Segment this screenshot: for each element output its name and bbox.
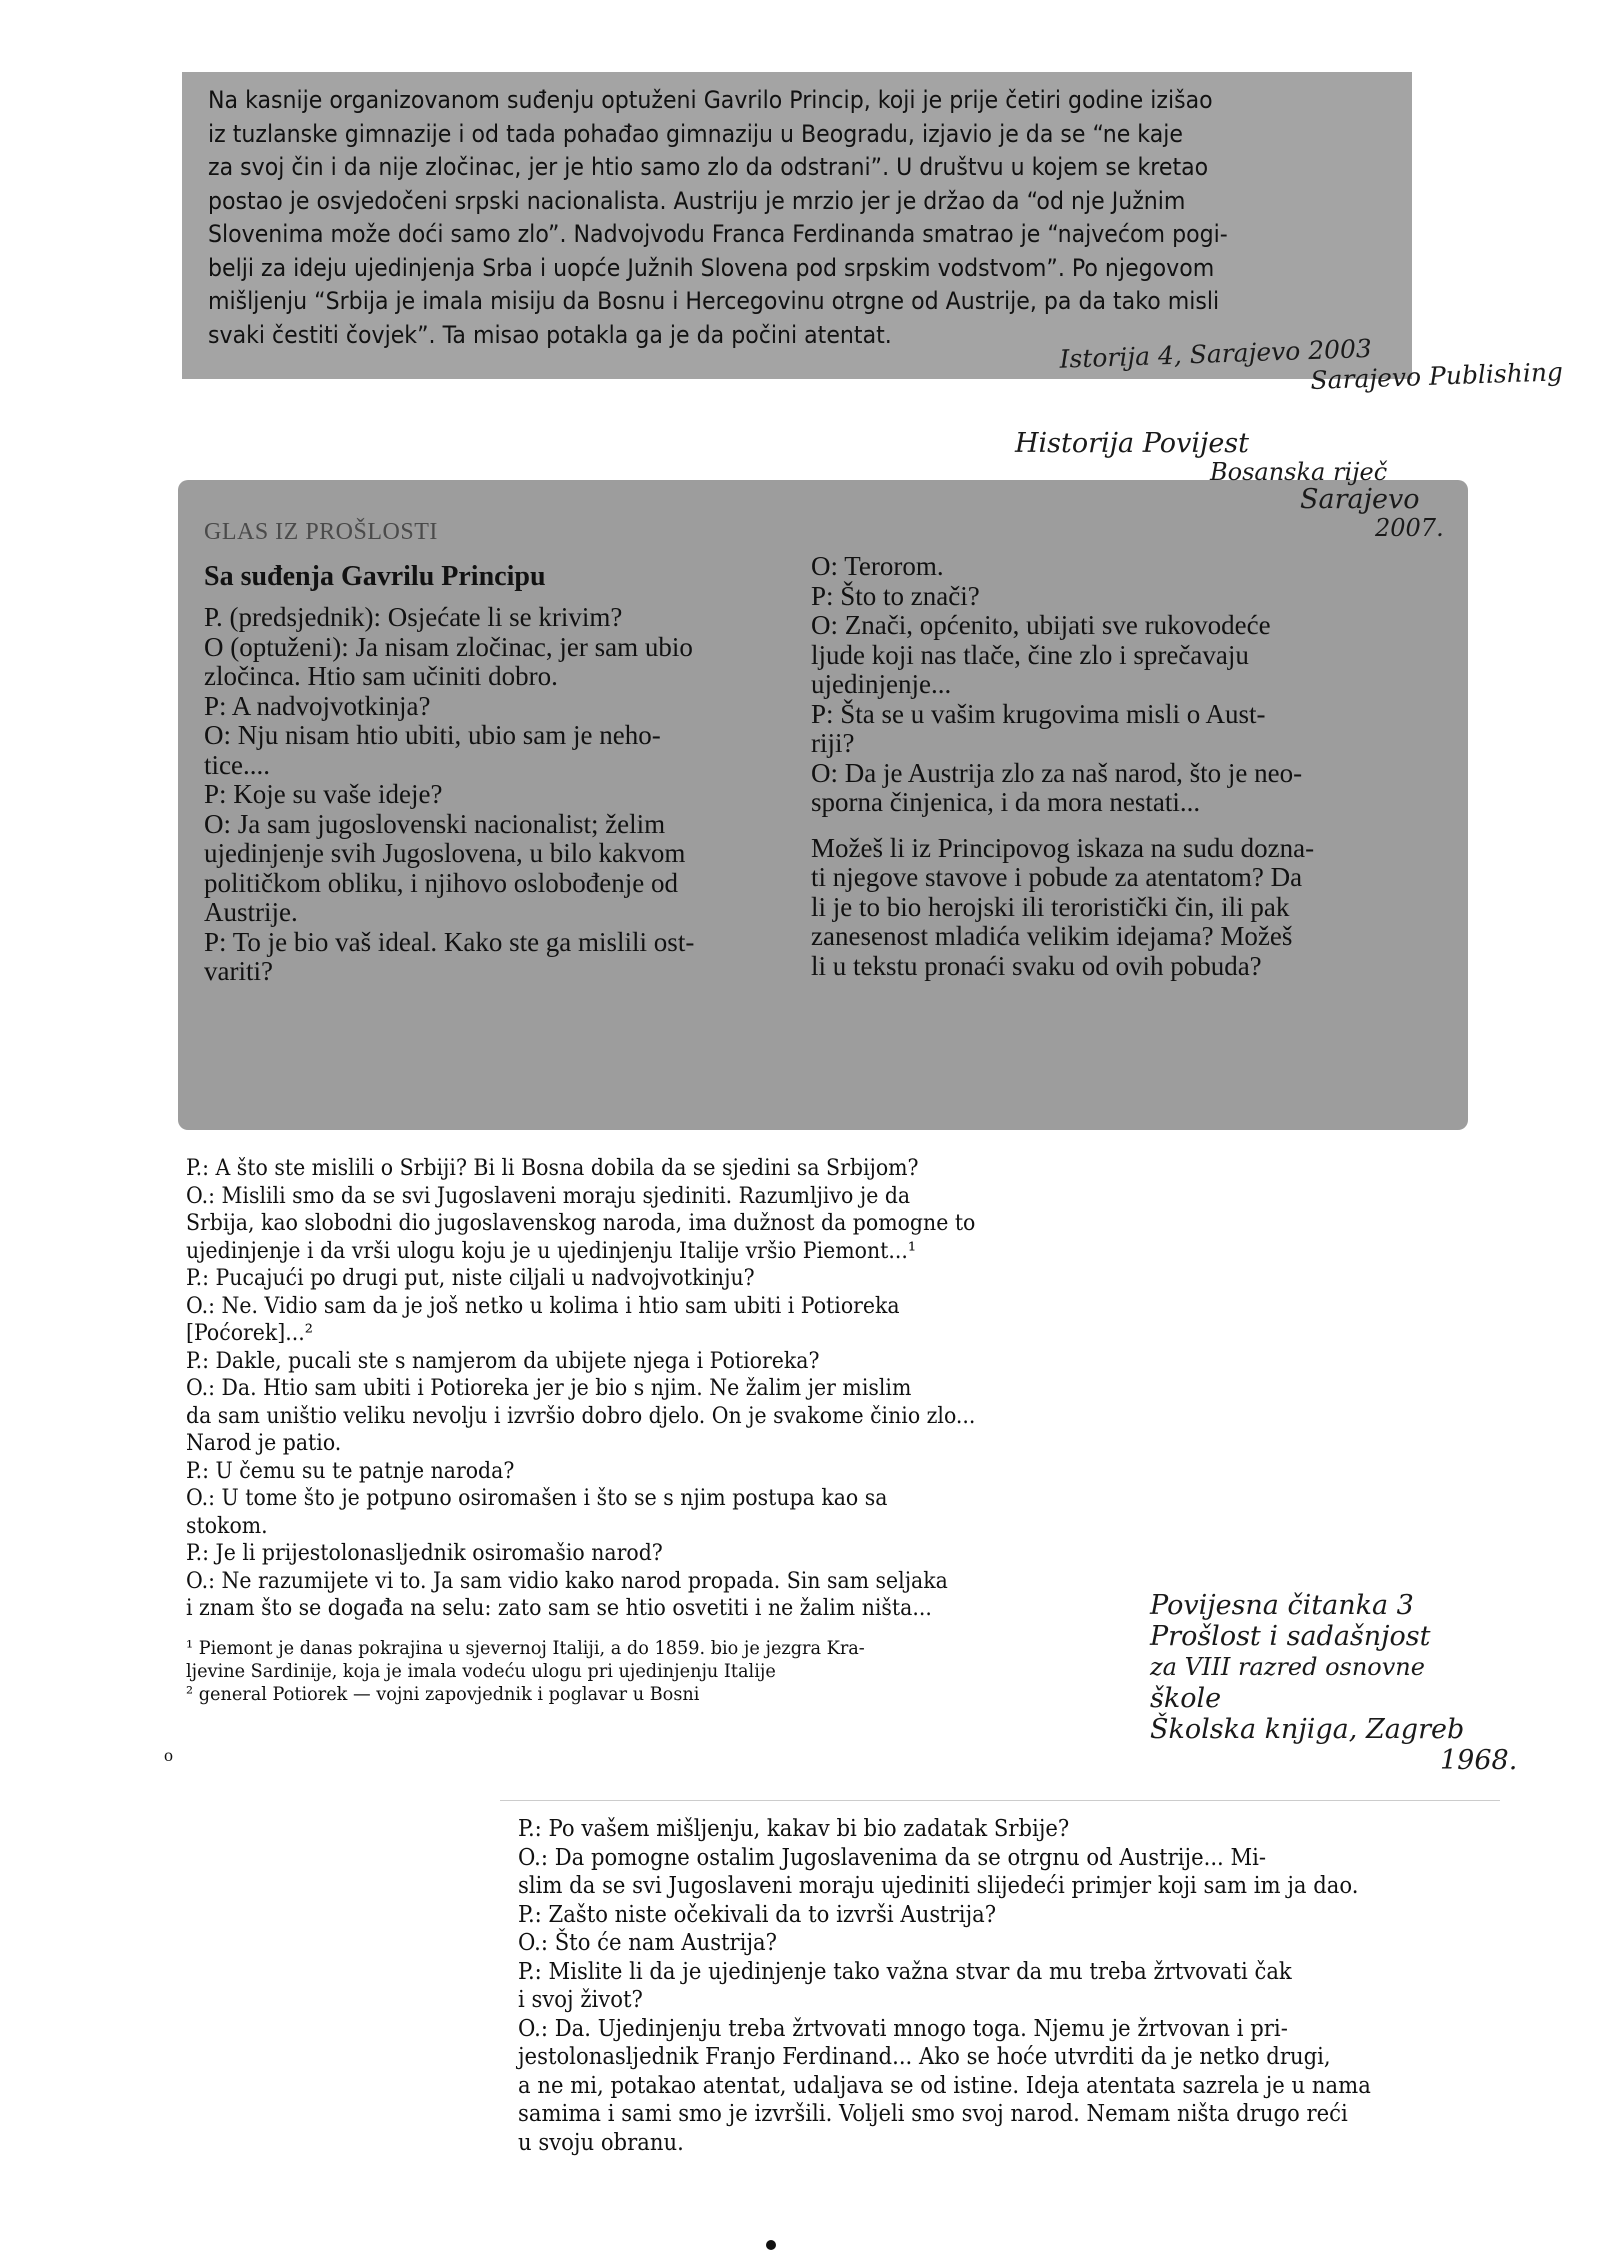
dialogue-line: O.: Da. Ujedinjenju treba žrtvovati mnogo toga. Njemu je žrtvovan i pri- xyxy=(518,2015,1288,2042)
dialogue-line: O.: Mislili smo da se svi Jugoslaveni moraju sjediniti. Razumljivo je da xyxy=(186,1183,911,1209)
dialogue-line: O: Znači, općenito, ubijati sve rukovodeće xyxy=(811,610,1271,640)
text-line: za svoj čin i da nije zločinac, jer je htio samo zlo da odstrani”. U društvu u kojem se kretao xyxy=(208,153,1209,181)
study-question xyxy=(811,834,1314,982)
question-line: ti njegove stavove i pobude za atentatom? Da xyxy=(811,862,1303,892)
question-line: zanesenost mladića velikim idejama? Možeš xyxy=(811,921,1293,951)
dialogue-line: P: Što to znači? xyxy=(811,580,980,611)
dialogue-line: O.: Ne razumijete vi to. Ja sam vidio kako narod propada. Sin sam seljaka xyxy=(186,1568,948,1594)
footnote-line: ² general Potiorek — vojni zapovjednik i poglavar u Bosni xyxy=(186,1682,700,1705)
dialogue-line: političkom obliku, i njihovo oslobođenje od xyxy=(204,867,678,898)
dialogue-line: ujedinjenje svih Jugoslovena, u bilo kakvom xyxy=(204,838,686,868)
clipping-trial-transcript-continued xyxy=(500,1800,1500,2211)
text-line: iz tuzlanske gimnazije i od tada pohađao gimnaziju u Beogradu, izjavio je da se “ne kaje xyxy=(208,119,1183,148)
dialogue-line: zločinca. Htio sam učiniti dobro. xyxy=(204,661,558,691)
dialogue-line: variti? xyxy=(204,956,273,986)
dialogue-line: slim da se svi Jugoslaveni moraju ujediniti slijedeći primjer koji sam im ja dao. xyxy=(518,1873,1359,1899)
dialogue-line: a ne mi, potakao atentat, udaljava se od istine. Ideja atentata sazrela je u nama xyxy=(518,2072,1371,2099)
dialogue-line: i znam što se događa na selu: zato sam se htio osvetiti i ne žalim ništa... xyxy=(186,1596,932,1621)
text-line: Slovenima može doći samo zlo”. Nadvojvodu Franca Ferdinanda smatrao je “najvećom pogi- xyxy=(208,220,1228,248)
handwritten-source-note-2 xyxy=(1015,430,1444,542)
dialogue-line: O.: Da pomogne ostalim Jugoslavenima da se otrgnu od Austrije... Mi- xyxy=(518,1844,1267,1871)
dialogue-line: samima i sami smo je izvršili. Voljeli smo svoj narod. Nemam ništa drugo reći xyxy=(518,2101,1348,2127)
question-line: Možeš li iz Principovog iskaza na sudu dozna- xyxy=(811,832,1315,863)
dialogue-line: [Poćorek]...² xyxy=(186,1321,314,1346)
footnote-line: ljevine Sardinije, koja je imala vodeću ulogu pri ujedinjenju Italije xyxy=(186,1659,776,1682)
dialogue-line: tice.... xyxy=(204,749,270,780)
page-marker: o xyxy=(164,1745,173,1765)
footnote-line: ¹ Piemont je danas pokrajina u sjevernoj Italiji, a do 1859. bio je jezgra Kra- xyxy=(186,1636,865,1659)
clipping-1-text xyxy=(208,84,1228,352)
note-line: Prošlost i sadašnjost xyxy=(1150,1621,1431,1652)
dialogue-line: P: To je bio vaš ideal. Kako ste ga mislili ost- xyxy=(204,926,695,957)
text-line: Na kasnije organizovanom suđenju optuženi Gavrilo Princip, koji je prije četiri godine izišao xyxy=(208,86,1213,114)
note-line: Historija Povijest xyxy=(1015,428,1250,459)
left-column xyxy=(204,518,694,987)
note-line: Sarajevo Publishing xyxy=(1310,357,1564,396)
clipping-3-text xyxy=(186,1155,975,1706)
dialogue-line: jestolonasljednik Franjo Ferdinand... Ako se hoće utvrditi da je netko drugi, xyxy=(518,2044,1331,2070)
footnote-divider xyxy=(186,1623,975,1637)
dialogue-line: P.: Mislite li da je ujedinjenje tako važna stvar da mu treba žrtvovati čak xyxy=(518,1958,1292,1985)
section-heading: Sa suđenja Gavrilu Principu xyxy=(204,560,546,592)
dialogue-line: P.: Po vašem mišljenju, kakav bi bio zadatak Srbije? xyxy=(518,1816,1070,1842)
dialogue-line: P: A nadvojvotkinja? xyxy=(204,690,431,721)
text-line: belji za ideju ujedinjenja Srba i uopće Južnih Slovena pod srpskim vodstvom”. Po njegovom xyxy=(208,253,1215,282)
dialogue-line: Srbija, kao slobodni dio jugoslavenskog naroda, ima dužnost da pomogne to xyxy=(186,1211,976,1236)
dialogue-line: P.: Dakle, pucali ste s namjerom da ubijete njega i Potioreka? xyxy=(186,1348,820,1374)
handwritten-source-note-3 xyxy=(1150,1590,1517,1776)
dialogue-line: u svoju obranu. xyxy=(518,2129,684,2156)
dialogue-line: ljude koji nas tlače, čine zlo i sprečavaju xyxy=(811,639,1249,670)
dialogue-line: O.: U tome što je potpuno osiromašen i što se s njim postupa kao sa xyxy=(186,1486,888,1511)
note-line: škole xyxy=(1150,1683,1222,1714)
dialogue-line: P. (predsjednik): Osjećate li se krivim? xyxy=(204,602,623,632)
clipping-istorija-4 xyxy=(182,72,1412,379)
dialogue-line: stokom. xyxy=(186,1513,268,1539)
dialogue-line: sporna činjenica, i da mora nestati... xyxy=(811,787,1201,817)
question-line: li je to bio herojski ili teroristički čin, ili pak xyxy=(811,891,1290,922)
note-line: Istorija 4, Sarajevo 2003 xyxy=(1059,333,1373,374)
dialogue-line: P: Šta se u vašim krugovima misli o Aust- xyxy=(811,698,1266,729)
dialogue-line: O: Da je Austrija zlo za naš narod, što je neo- xyxy=(811,757,1303,788)
question-line: li u tekstu pronaći svaku od ovih pobuda? xyxy=(811,950,1262,981)
dialogue-line: P: Koje su vaše ideje? xyxy=(204,779,443,809)
dialogue-line: P.: Je li prijestolonasljednik osiromašio narod? xyxy=(186,1541,663,1566)
clipping-trial-transcript xyxy=(164,1155,1124,1795)
dialogue-line: O: Ja sam jugoslovenski nacionalist; želim xyxy=(204,808,666,839)
dialogue-line: O.: Što će nam Austrija? xyxy=(518,1930,777,1956)
dialogue-line: P.: U čemu su te patnje naroda? xyxy=(186,1458,515,1484)
dialogue-line: Austrije. xyxy=(204,897,298,927)
dialogue-line: da sam uništio veliku nevolju i izvršio dobro djelo. On je svakome činio zlo... xyxy=(186,1403,976,1429)
dialogue-line: ujedinjenje i da vrši ulogu koju je u ujedinjenju Italije vršio Piemont...¹ xyxy=(186,1238,917,1264)
dialogue-line: O (optuženi): Ja nisam zločinac, jer sam ubio xyxy=(204,631,693,662)
text-line: mišljenju “Srbija je imala misiju da Bosnu i Hercegovinu otrgne od Austrije, pa da tako misli xyxy=(208,287,1220,315)
dialogue-line: ujedinjenje... xyxy=(811,669,952,699)
text-line: postao je osvjedočeni srpski nacionalista. Austriju je mrzio jer je držao da “od nje Južnim xyxy=(208,186,1186,215)
dialogue-line: P.: A što ste mislili o Srbiji? Bi li Bosna dobila da se sjedini sa Srbijom? xyxy=(186,1156,919,1181)
section-kicker: GLAS IZ PROŠLOSTI xyxy=(204,519,438,545)
dialogue-line: P.: Pucajući po drugi put, niste ciljali u nadvojvotkinju? xyxy=(186,1266,755,1291)
dialogue-line: O.: Ne. Vidio sam da je još netko u kolima i htio sam ubiti i Potioreka xyxy=(186,1293,900,1319)
dialogue-line: i svoj život? xyxy=(518,1987,643,2013)
dialogue-line: riji? xyxy=(811,728,855,758)
dialogue-line: O: Nju nisam htio ubiti, ubio sam je neho- xyxy=(204,720,661,750)
clipping-4-text xyxy=(518,1815,1371,2157)
dialogue-line: O: Terorom. xyxy=(811,551,944,581)
dialogue-line: P.: Zašto niste očekivali da to izvrši Austrija? xyxy=(518,1901,997,1928)
dialogue-line: Narod je patio. xyxy=(186,1431,342,1456)
note-line: za VIII razred osnovne xyxy=(1150,1653,1425,1681)
note-line: 1968. xyxy=(1440,1745,1518,1776)
note-line: 2007. xyxy=(1375,514,1444,542)
note-line: Sarajevo xyxy=(1300,484,1420,515)
note-line: Povijesna čitanka 3 xyxy=(1150,1590,1414,1621)
text-line: svaki čestiti čovjek”. Ta misao potakla ga je da počini atentat. xyxy=(208,320,892,349)
note-line: Bosanska riječ xyxy=(1210,458,1388,486)
note-line: Školska knjiga, Zagreb xyxy=(1150,1714,1465,1745)
dialogue-line: O.: Da. Htio sam ubiti i Potioreka jer je bio s njim. Ne žalim jer mislim xyxy=(186,1376,912,1401)
bottom-dot xyxy=(766,2240,776,2250)
right-column xyxy=(811,552,1314,981)
